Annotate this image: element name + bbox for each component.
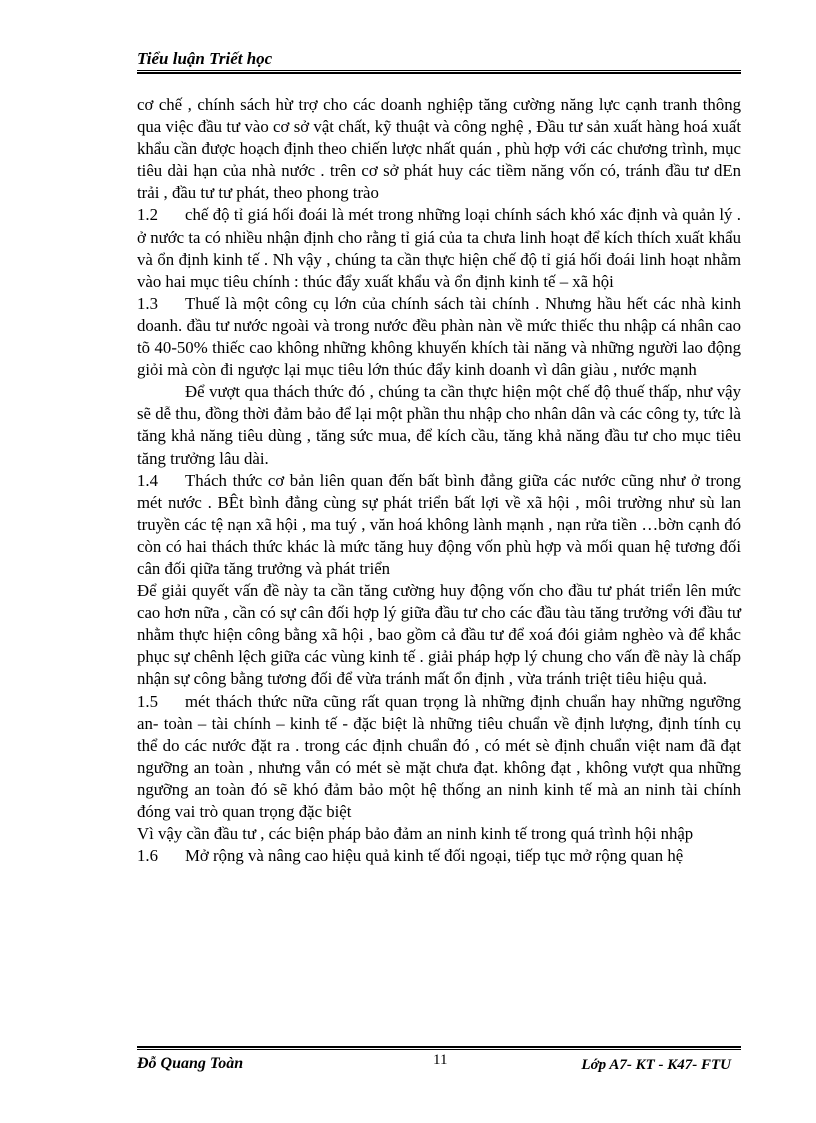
paragraph-7 — [137, 823, 741, 845]
footer-author: Đỗ Quang Toàn — [137, 1055, 244, 1072]
paragraph-5 — [137, 580, 741, 690]
paragraph-text: Thuế là một công cụ lớn của chính sách tài chính . Nhưng hầu hết các nhà kinh doanh. đầu tư nước ngoài và trong nước đều phàn nàn về mức thiếc thu nhập cá nhân cao tõ 40-50% thiếc cao không những không khuyến khích tài năng và những người lao động giỏi mà còn đi ngược lại mục tiêu lớn thúc đẩy kinh doanh vì dân giàu , nước mạnh — [137, 293, 741, 380]
page-footer — [137, 1046, 741, 1086]
header-title: Tiểu luận Triết học — [137, 49, 273, 68]
paragraph-text: Thách thức cơ bản liên quan đến bất bình đẳng giữa các nước cũng như ở trong mét nước . BÊt bình đẳng cùng sự phát triển bất lợi về xã hội , môi trường như sù lan truyền các tệ nạn xã hội , ma tuý , văn hoá không lành mạnh , nạn rửa tiền …bờn cạnh đó còn có hai thách thức khác là mức tăng huy động vốn phù hợp và mối quan hệ tương đối cân đối qiữa tăng trưởng và phát triển — [137, 470, 741, 578]
section-number: 1.4 — [137, 470, 158, 490]
section-number: 1.5 — [137, 691, 158, 711]
paragraph-text: Vì vậy cần đầu tư , các biện pháp bảo đảm an ninh kinh tế trong quá trình hội nhập — [137, 824, 694, 844]
footer-class-label: Lớp A7- KT - K47- FTU — [581, 1057, 731, 1073]
paragraph-0 — [137, 94, 741, 204]
paragraph-text: mét thách thức nữa cũng rất quan trọng là những định chuẩn hay những ngưỡng an- toàn – tài chính – kinh tế - đặc biệt là những tiêu chuẩn về định lượng, định tính cụ thể do các nước đặt ra . trong các định chuẩn đó , có mét sè định chuẩn việt nam đã đạt ngưỡng an toàn , nhưng vẫn có mét sè mặt chưa đạt. không đạt , không vượt qua những ngưỡng an toàn đó sẽ khó đảm bảo một hệ thống an ninh kinh tế mà an ninh tài chính đóng vai trò quan trọng đặc biệt — [137, 691, 741, 821]
paragraph-1-5 — [137, 691, 741, 824]
section-number: 1.3 — [137, 293, 158, 313]
paragraph-3 — [137, 381, 741, 469]
page-header — [137, 48, 741, 74]
paragraph-text: chế độ tỉ giá hối đoái là mét trong những loại chính sách khó xác định và quản lý . ở nước ta có nhiều nhận định cho rằng tỉ giá của ta chưa linh hoạt để kích thích xuất khẩu và ổn định kinh tế . Nh vậy , chúng ta cần thực hiện chế độ tỉ giá hối đoái linh hoạt nhằm vào hai mục tiêu chính : thúc đẩy xuất khẩu và ổn định kinh tế – xã hội — [137, 205, 741, 291]
paragraph-text: Để giải quyết vấn đề này ta cần tăng cường huy động vốn cho đầu tư phát triển lên mức cao hơn nữa , cần có sự cân đối hợp lý giữa đầu tư cho các đầu tàu tăng trưởng với đầu tư nhằm thực hiện công bằng xã hội , bao gồm cả đầu tư để xoá đói giảm nghèo và để khắc phục sự chênh lệch giữa các vùng kinh tế . giải pháp hợp lý chung cho vấn đề này là chấp nhận sự công bằng tương đối để vừa tránh mất ổn định , vừa tránh triệt tiêu hiệu quả. — [137, 581, 741, 689]
paragraph-text: Mở rộng và nâng cao hiệu quả kinh tế đối ngoại, tiếp tục mở rộng quan hệ — [185, 846, 684, 866]
section-number: 1.2 — [137, 205, 158, 225]
section-number: 1.6 — [137, 846, 158, 866]
paragraph-1-2 — [137, 204, 741, 292]
page-number: 11 — [433, 1052, 448, 1068]
document-body — [137, 94, 741, 867]
paragraph-text: Để vượt qua thách thức đó , chúng ta cần thực hiện một chế độ thuế thấp, như vậy sẽ dễ thu, đồng thời đảm bảo để lại một phần thu nhập cho nhân dân và các công ty, tức là tăng khả năng tiêu dùng , tăng sức mua, để kích cầu, tăng khả năng đầu tư cho mục tiêu tăng trưởng lâu dài. — [137, 382, 741, 468]
footer-rule-thin — [137, 1049, 741, 1050]
footer-rule-thick — [137, 1046, 741, 1048]
paragraph-1-6 — [137, 845, 741, 867]
header-rule-thick — [137, 72, 741, 74]
paragraph-1-3 — [137, 293, 741, 381]
paragraph-text: cơ chế , chính sách hừ trợ cho các doanh nghiệp tăng cường năng lực cạnh tranh thông qua việc đầu tư vào cơ sở vật chất, kỹ thuật và công nghệ , Đầu tư sản xuất hàng hoá xuất khẩu cần được hoạch định theo chiến lược nhất quán , phù hợp với các chương trình, mục tiêu dài hạn của nhà nước . trên cơ sở phát huy các tiềm năng vốn có, tránh đầu tư dEn trải , đầu tư tư phát, theo phong trào — [137, 95, 741, 203]
header-rule-thin — [137, 70, 741, 71]
paragraph-1-4 — [137, 470, 741, 580]
